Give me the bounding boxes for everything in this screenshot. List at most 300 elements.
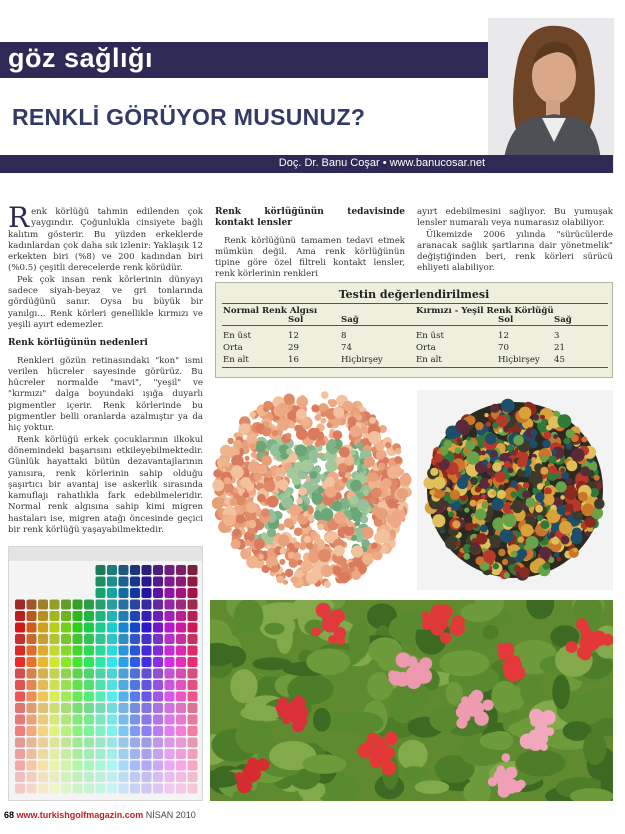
plate-dot — [296, 498, 302, 504]
color-swatch — [84, 784, 94, 794]
plate-dot — [364, 456, 375, 467]
color-swatch — [188, 692, 198, 702]
color-swatch — [188, 680, 198, 690]
plate-dot — [276, 576, 284, 584]
flower-petal — [509, 655, 517, 663]
color-swatch — [188, 784, 198, 794]
color-swatch — [73, 715, 83, 725]
color-swatch — [61, 600, 71, 610]
plate-dot — [381, 478, 391, 488]
color-swatch — [142, 600, 152, 610]
color-swatch — [61, 611, 71, 621]
plate-dot — [279, 559, 285, 565]
plate-dot — [315, 441, 321, 447]
color-swatch — [188, 577, 198, 587]
color-swatch — [107, 772, 117, 782]
plate-dot — [560, 495, 565, 500]
plate-dot — [262, 427, 272, 437]
plate-dot — [502, 559, 508, 565]
color-swatch — [38, 611, 48, 621]
plate-dot — [455, 541, 461, 547]
plate-dot — [334, 545, 345, 556]
table-cell: Hiçbirşey — [341, 355, 383, 365]
color-swatch — [153, 623, 163, 633]
color-swatch — [142, 588, 152, 598]
color-swatch — [84, 715, 94, 725]
color-swatch — [73, 692, 83, 702]
color-swatch — [176, 611, 186, 621]
plate-dot — [223, 514, 235, 526]
color-swatch — [73, 703, 83, 713]
plate-dot — [332, 501, 342, 511]
leaf — [258, 602, 309, 620]
plate-dot — [361, 539, 369, 547]
color-swatch — [142, 646, 152, 656]
plate-dot — [552, 449, 557, 454]
table-rule — [222, 367, 608, 368]
results-table — [215, 282, 613, 378]
color-swatch — [153, 680, 163, 690]
flower-petal — [291, 704, 300, 713]
plate-dot — [374, 532, 386, 544]
plate-dot — [485, 433, 497, 445]
flower-petal — [532, 730, 548, 746]
leaf — [482, 625, 498, 640]
table-group-header: Kırmızı - Yeşil Renk Körlüğü — [416, 306, 554, 316]
flower-petal — [468, 694, 477, 703]
plate-dot — [376, 508, 388, 520]
color-swatch — [73, 657, 83, 667]
color-swatch — [176, 761, 186, 771]
flower-petal — [460, 711, 469, 720]
plate-dot — [250, 411, 256, 417]
color-swatch — [61, 738, 71, 748]
plate-dot — [394, 456, 401, 463]
color-swatch — [188, 623, 198, 633]
table-title: Testin değerlendirilmesi — [338, 288, 490, 301]
plate-dot — [303, 512, 308, 517]
plate-dot — [240, 477, 251, 488]
article-column-1 — [8, 201, 203, 536]
plate-dot — [581, 437, 587, 443]
flower-petal — [244, 761, 260, 777]
color-swatch — [15, 761, 25, 771]
color-swatch — [130, 623, 140, 633]
color-swatch — [61, 634, 71, 644]
plate-dot — [464, 508, 469, 513]
plate-dot — [247, 547, 252, 552]
color-swatch — [119, 749, 129, 759]
color-swatch — [130, 692, 140, 702]
plate-dot — [345, 472, 352, 479]
color-swatch — [61, 761, 71, 771]
plate-dot — [531, 429, 538, 436]
plate-dot — [275, 405, 287, 417]
color-swatch — [130, 611, 140, 621]
plate-dot — [504, 461, 511, 468]
plate-dot — [531, 457, 536, 462]
issue-date: NİSAN 2010 — [145, 810, 196, 820]
leaf — [461, 603, 496, 622]
plate-dot — [541, 520, 550, 529]
color-swatch — [61, 669, 71, 679]
color-chart-image — [8, 546, 203, 801]
color-swatch — [61, 703, 71, 713]
color-swatch — [165, 634, 175, 644]
leaf — [515, 750, 565, 777]
color-swatch — [176, 588, 186, 598]
plate-dot — [497, 490, 506, 499]
color-swatch — [27, 692, 37, 702]
color-swatch — [165, 726, 175, 736]
plate-dot — [447, 507, 452, 512]
plate-dot — [387, 466, 400, 479]
color-swatch — [153, 761, 163, 771]
color-swatch — [84, 703, 94, 713]
plate-dot — [535, 492, 545, 502]
color-swatch — [130, 726, 140, 736]
plate-dot — [430, 468, 438, 476]
color-swatch — [84, 600, 94, 610]
color-swatch — [142, 692, 152, 702]
color-swatch — [50, 715, 60, 725]
plate-dot — [286, 467, 298, 479]
color-swatch — [176, 646, 186, 656]
plate-dot — [228, 438, 234, 444]
plate-dot — [231, 466, 244, 479]
color-swatch — [119, 600, 129, 610]
color-swatch — [153, 772, 163, 782]
plate-dot — [307, 428, 319, 440]
plate-dot — [296, 396, 308, 408]
color-swatch — [142, 565, 152, 575]
plate-dot — [488, 479, 493, 484]
color-swatch — [38, 726, 48, 736]
table-cell: Hiçbirşey — [498, 355, 540, 365]
color-swatch — [165, 565, 175, 575]
color-swatch — [15, 611, 25, 621]
color-swatch — [15, 692, 25, 702]
color-swatch — [130, 646, 140, 656]
color-swatch — [107, 611, 117, 621]
color-swatch — [142, 623, 152, 633]
plate-dot — [287, 411, 296, 420]
plate-dot — [261, 508, 270, 517]
plate-dot — [457, 552, 463, 558]
plate-dot — [480, 524, 488, 532]
paragraph: Ülkemizde 2006 yılında "sürücülerde aranacak sağlık şartlarına dair yönetmelik" değiştiğinden beri, renk körleri sürücü ehliyeti alabiliyor. — [417, 229, 613, 274]
color-swatch — [119, 669, 129, 679]
color-swatch — [142, 738, 152, 748]
color-swatch — [73, 669, 83, 679]
plate-dot — [338, 463, 347, 472]
color-swatch — [153, 692, 163, 702]
plate-dot — [368, 431, 381, 444]
flower-petal — [396, 652, 411, 667]
plate-dot — [233, 440, 242, 449]
plate-dot — [263, 401, 272, 410]
plate-dot — [351, 545, 363, 557]
color-swatch — [38, 738, 48, 748]
plate-dot — [247, 433, 257, 443]
color-swatch — [61, 715, 71, 725]
color-swatch — [27, 784, 37, 794]
color-swatch — [96, 784, 106, 794]
table-group-header: Normal Renk Algısı — [223, 306, 318, 316]
leaf — [230, 669, 257, 703]
plate-dot — [429, 489, 435, 495]
color-swatch — [96, 761, 106, 771]
color-swatch — [188, 565, 198, 575]
table-cell: 29 — [288, 343, 299, 353]
color-swatch — [50, 761, 60, 771]
color-swatch — [96, 772, 106, 782]
plate-dot — [320, 418, 326, 424]
color-swatch — [15, 715, 25, 725]
leaf — [332, 715, 380, 730]
flower-petal — [367, 733, 379, 745]
color-swatch — [38, 680, 48, 690]
leaf — [264, 623, 284, 635]
color-swatch — [27, 726, 37, 736]
plate-dot — [283, 394, 294, 405]
plate-dot — [285, 433, 291, 439]
color-swatch — [119, 611, 129, 621]
plate-dot — [233, 488, 238, 493]
color-swatch — [84, 749, 94, 759]
table-cell: 16 — [288, 355, 299, 365]
color-swatch — [119, 784, 129, 794]
plate-dot — [321, 391, 329, 399]
color-swatch — [142, 577, 152, 587]
color-swatch — [142, 772, 152, 782]
color-swatch — [165, 761, 175, 771]
color-swatch — [176, 600, 186, 610]
plate-dot — [490, 535, 502, 547]
plate-dot — [327, 422, 333, 428]
leaf — [306, 649, 350, 675]
leaf — [415, 780, 450, 794]
plate-dot — [219, 457, 227, 465]
color-swatch — [107, 623, 117, 633]
plate-dot — [560, 468, 565, 473]
color-swatch — [73, 600, 83, 610]
table-col-header: Sağ — [554, 315, 572, 325]
plate-dot — [481, 494, 486, 499]
color-swatch — [38, 772, 48, 782]
leaf — [480, 732, 514, 750]
plate-dot — [267, 528, 276, 537]
color-swatch — [165, 669, 175, 679]
flower-petal — [566, 641, 578, 653]
color-swatch — [61, 726, 71, 736]
color-swatch — [38, 761, 48, 771]
leaf — [234, 600, 264, 634]
plate-dot — [294, 527, 303, 536]
plate-dot — [466, 451, 479, 464]
flower-petal — [382, 746, 395, 759]
color-swatch — [153, 646, 163, 656]
plate-dot — [369, 472, 379, 482]
plate-dot — [285, 569, 293, 577]
flower-petal — [388, 670, 397, 679]
plate-dot — [470, 500, 477, 507]
plate-dot — [343, 401, 354, 412]
ishihara-plate-2 — [417, 390, 613, 590]
color-swatch — [130, 680, 140, 690]
color-swatch — [61, 784, 71, 794]
plate-dot — [371, 447, 377, 453]
plate-dot — [254, 473, 262, 481]
plate-dot — [265, 470, 273, 478]
flower-petal — [431, 622, 445, 636]
plate-dot — [546, 425, 552, 431]
flower-petal — [440, 632, 451, 643]
color-swatch — [107, 680, 117, 690]
color-swatch — [50, 772, 60, 782]
color-swatch — [84, 611, 94, 621]
plate-dot — [473, 524, 478, 529]
plate-dot — [558, 414, 572, 428]
table-cell: 8 — [341, 331, 347, 341]
plate-dot — [293, 552, 301, 560]
plate-dot — [492, 462, 502, 472]
plate-dot — [362, 553, 374, 565]
color-swatch — [165, 611, 175, 621]
flower-petal — [419, 657, 432, 670]
color-swatch — [176, 692, 186, 702]
plate-dot — [291, 576, 298, 583]
color-swatch — [50, 680, 60, 690]
plate-dot — [475, 509, 487, 521]
flower-petal — [502, 645, 512, 655]
plate-dot — [321, 411, 327, 417]
plate-dot — [566, 429, 575, 438]
plate-dot — [498, 549, 505, 556]
color-swatch — [96, 692, 106, 702]
color-swatch — [38, 749, 48, 759]
color-swatch — [107, 577, 117, 587]
color-swatch — [73, 634, 83, 644]
color-swatch — [142, 784, 152, 794]
plate-dot — [280, 548, 287, 555]
plate-dot — [535, 505, 543, 513]
plate-dot — [533, 414, 540, 421]
geranium-photo — [210, 600, 613, 801]
color-swatch — [188, 600, 198, 610]
plate-dot — [507, 445, 514, 452]
plate-dot — [212, 479, 224, 491]
color-swatch — [84, 623, 94, 633]
color-swatch — [15, 623, 25, 633]
plate-dot — [493, 563, 499, 569]
plate-dot — [233, 529, 240, 536]
color-swatch — [27, 772, 37, 782]
color-swatch — [84, 669, 94, 679]
color-swatch — [176, 749, 186, 759]
color-swatch — [15, 646, 25, 656]
plate-dot — [371, 488, 381, 498]
color-swatch — [119, 565, 129, 575]
color-swatch — [188, 726, 198, 736]
color-swatch — [27, 761, 37, 771]
color-swatch — [96, 680, 106, 690]
paragraph: Renk körlüğünü tamamen tedavi etmek mümkün değil. Ama renk körlüğünün tipine göre özel filtreli kontakt lensler, renk körlerinin renkleri — [215, 235, 405, 280]
color-swatch — [119, 680, 129, 690]
plate-dot — [357, 492, 364, 499]
color-swatch — [50, 703, 60, 713]
flower-petal — [325, 620, 334, 629]
plate-dot — [571, 532, 583, 544]
plate-dot — [540, 455, 547, 462]
plate-dot — [434, 454, 443, 463]
color-swatch — [38, 646, 48, 656]
table-cell: Orta — [416, 343, 436, 353]
color-swatch — [119, 772, 129, 782]
plate-dot — [246, 556, 259, 569]
plate-dot — [465, 440, 475, 450]
plate-dot — [325, 533, 335, 543]
plate-dot — [289, 422, 295, 428]
color-swatch — [153, 784, 163, 794]
plate-dot — [559, 521, 572, 534]
table-col-header: Sol — [498, 315, 514, 325]
plate-dot — [348, 562, 354, 568]
color-swatch — [15, 703, 25, 713]
table-cell: Orta — [223, 343, 243, 353]
leaf — [398, 740, 428, 770]
flower-petal — [494, 769, 509, 784]
color-swatch — [38, 703, 48, 713]
plate-dot — [295, 444, 307, 456]
color-swatch — [176, 634, 186, 644]
plate-dot — [519, 567, 530, 578]
color-swatch — [38, 623, 48, 633]
flower-petal — [334, 627, 347, 640]
color-swatch — [165, 692, 175, 702]
color-swatch — [188, 772, 198, 782]
page-title: RENKLİ GÖRÜYOR MUSUNUZ? — [12, 104, 366, 130]
plate-dot — [324, 581, 331, 588]
plate-dot — [490, 404, 499, 413]
plate-dot — [290, 505, 301, 516]
plate-dot — [309, 450, 319, 460]
plate-dot — [543, 494, 554, 505]
color-swatch — [61, 657, 71, 667]
color-swatch — [107, 749, 117, 759]
color-swatch — [142, 611, 152, 621]
plate-dot — [276, 476, 281, 481]
ishihara-plate-74 — [212, 390, 412, 590]
plate-dot — [286, 448, 292, 454]
paragraph: Renkleri gözün retinasındaki "kon" ismi verilen hücreler sayesinde görürüz. Bu hücreler normalde "mavi", "yeşil" ve "kırmızı" dalga boyundaki ışığa duyarlı pigmentler içerir. Renk körlerinde bu pigmentler belli oranlarda azalmıştır ya da hiç yoktur. — [8, 355, 203, 434]
flower-petal — [358, 743, 373, 758]
plate-dot — [277, 419, 289, 431]
color-swatch — [50, 784, 60, 794]
leaf — [429, 706, 459, 732]
paragraph: enk körlüğü tahmin edilenden çok yaygındır. Çoğunlukla cinsiyete bağlı kalıtım gösterir. Bu yüzden erkeklerde kadınlardan çok daha sık izlenir: Yaklaşık 12 erkekten biri (%8) ve 200 kadından biri (%0.5) çeşitli derecelerde renk körüdür. — [8, 207, 203, 274]
plate-dot — [561, 536, 570, 545]
color-swatch — [176, 577, 186, 587]
plate-dot — [587, 470, 594, 477]
color-swatch — [142, 703, 152, 713]
color-swatch — [130, 738, 140, 748]
leaf — [583, 731, 606, 765]
plate-dot — [486, 421, 491, 426]
color-swatch — [107, 715, 117, 725]
plate-dot — [254, 538, 265, 549]
color-swatch — [96, 577, 106, 587]
